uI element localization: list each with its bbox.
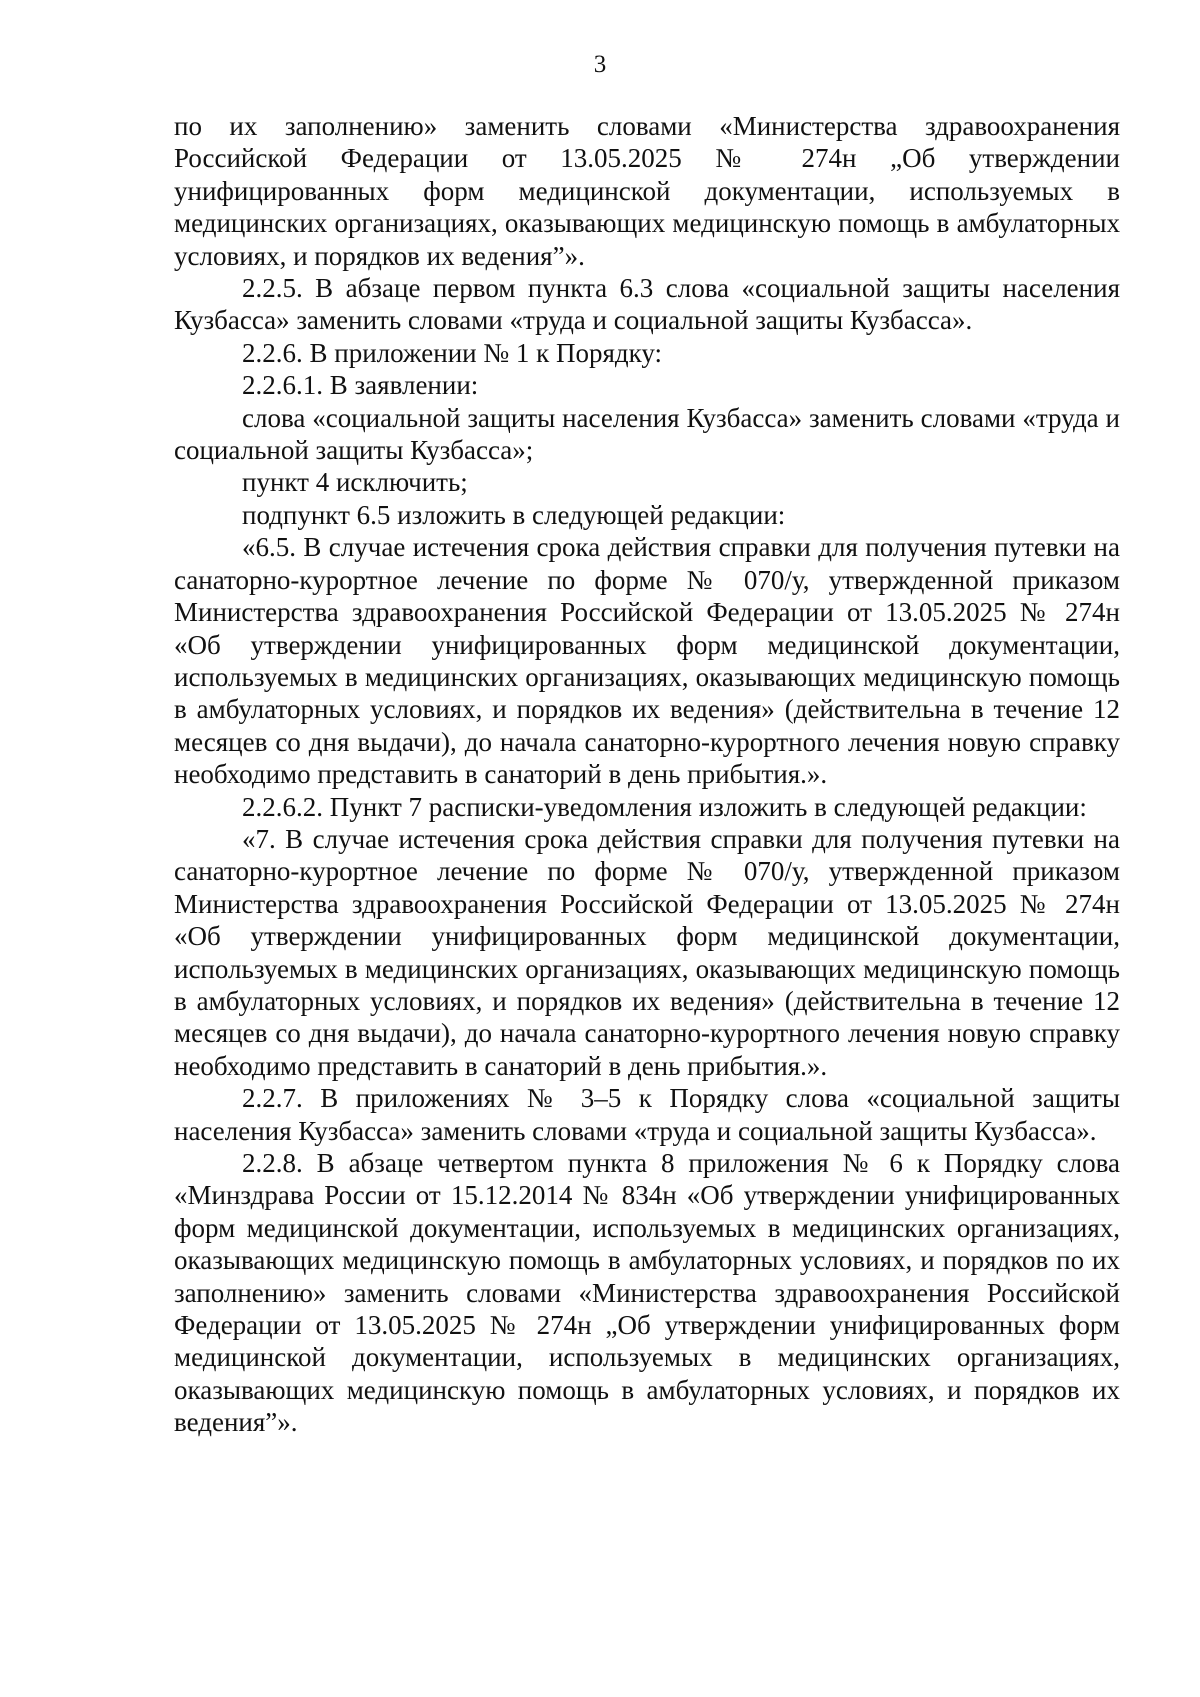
paragraph: 2.2.6.1. В заявлении: (242, 370, 479, 401)
page-number: 3 (593, 51, 607, 78)
paragraph: подпункт 6.5 изложить в следующей редакции: (242, 499, 786, 530)
paragraph: 2.2.6. В приложении № 1 к Порядку: (242, 337, 663, 368)
paragraph: «7. В случае истечения срока действия справки для получения путевки на санаторно-курортное лечение по форме № 070/у, утвержденной приказом Министерства здравоохранения Российской Федерации от 13.05.2025 № 274н «Об утверждении унифицированных форм медицинской документации, используемых в медицинских организациях, оказывающих медицинскую помощь в амбулаторных условиях, и порядков их ведения» (действительна в течение 12 месяцев со дня выдачи), до начала санаторно-курортного лечения новую справку необходимо представить в санаторий в день прибытия.». (174, 823, 1120, 1081)
paragraph: пункт 4 исключить; (242, 467, 468, 498)
paragraph: 2.2.7. В приложениях № 3–5 к Порядку слова «социальной защиты населения Кузбасса» заменить словами «труда и социальной защиты Кузбасса». (174, 1083, 1120, 1146)
paragraph: 2.2.8. В абзаце четвертом пункта 8 приложения № 6 к Порядку слова «Минздрава России от 15.12.2014 № 834н «Об утверждении унифицированных форм медицинской документации, используемых в медицинских организациях, оказывающих медицинскую помощь в амбулаторных условиях, и порядков по их заполнению» заменить словами «Министерства здравоохранения Российской Федерации от 13.05.2025 № 274н „Об утверждении унифицированных форм медицинской документации, используемых в медицинских организациях, оказывающих медицинскую помощь в амбулаторных условиях, и порядков их ведения”». (174, 1148, 1120, 1438)
paragraph: «6.5. В случае истечения срока действия справки для получения путевки на санаторно-курортное лечение по форме № 070/у, утвержденной приказом Министерства здравоохранения Российской Федерации от 13.05.2025 № 274н «Об утверждении унифицированных форм медицинской документации, используемых в медицинских организациях, оказывающих медицинскую помощь в амбулаторных условиях, и порядков их ведения» (действительна в течение 12 месяцев со дня выдачи), до начала санаторно-курортного лечения новую справку необходимо представить в санаторий в день прибытия.». (174, 532, 1120, 790)
document-body (174, 110, 1120, 1439)
paragraph: 2.2.5. В абзаце первом пункта 6.3 слова «социальной защиты населения Кузбасса» заменить словами «труда и социальной защиты Кузбасса». (174, 273, 1120, 336)
paragraph: 2.2.6.2. Пункт 7 расписки-уведомления изложить в следующей редакции: (242, 791, 1087, 822)
paragraph: слова «социальной защиты населения Кузбасса» заменить словами «труда и социальной защиты Кузбасса»; (174, 402, 1120, 466)
paragraph: по их заполнению» заменить словами «Министерства здравоохранения Российской Федерации от 13.05.2025 № 274н „Об утверждении унифицированных форм медицинской документации, используемых в медицинских организациях, оказывающих медицинскую помощь в амбулаторных условиях, и порядков их ведения”». (174, 111, 1120, 271)
